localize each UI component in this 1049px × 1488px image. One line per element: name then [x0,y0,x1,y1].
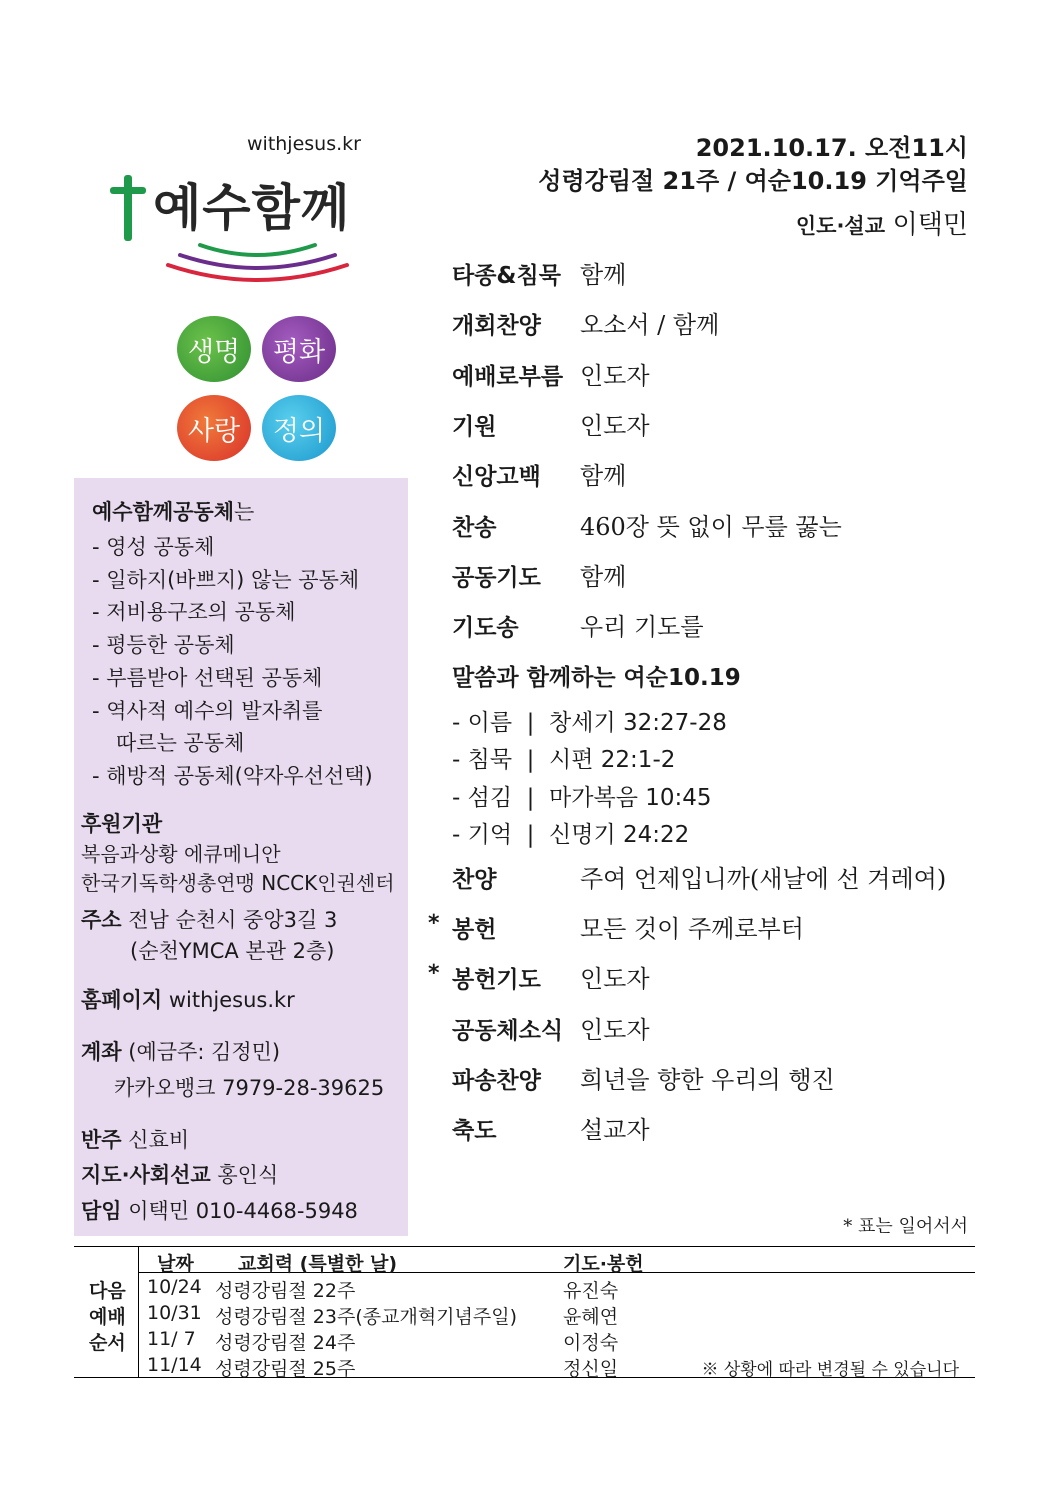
logo-title: 예수함께 [153,179,351,237]
table-header-prayer: 기도·봉헌 [563,1253,644,1275]
cross-icon [108,173,148,243]
order-label: 타종&침묵 [452,263,561,289]
order-label: 신앙고백 [452,464,541,490]
community-item: - 해방적 공동체(약자우선선택) [92,764,373,788]
preacher: 인도·설교 이택민 [795,210,968,240]
next-service-label: 순서 [89,1332,126,1354]
order-label: 축도 [452,1118,497,1144]
order-label: 공동기도 [452,565,541,591]
order-value: 함께 [580,261,627,289]
community-item: 따르는 공동체 [116,731,245,755]
rainbow-arcs-icon [165,237,350,287]
service-occasion: 성령강림절 21주 / 여순10.19 기억주일 [538,167,968,195]
table-cell-date: 11/14 [147,1354,202,1376]
order-label: 예배로부름 [452,364,564,390]
table-divider [138,1246,139,1377]
order-label: 파송찬양 [452,1068,541,1094]
reading-item: - 침묵 | 시편 22:1-2 [452,747,676,773]
order-value: 오소서 / 함께 [580,311,720,339]
community-item: - 일하지(바쁘지) 않는 공동체 [92,568,360,592]
sponsor-line: 복음과상황 에큐메니안 [81,842,281,866]
sponsor-label: 후원기관 [81,812,163,836]
order-value: 함께 [580,462,627,490]
value-circle-peace: 평화 [262,316,336,382]
staff-pastor: 담임 이택민 010-4468-5948 [81,1199,358,1223]
order-label: 기원 [452,414,497,440]
community-item: - 역사적 예수의 발자취를 [92,699,323,723]
account-number: 카카오뱅크 7979-28-39625 [114,1076,385,1100]
table-header-date: 날짜 [157,1253,194,1275]
order-value: 희년을 향한 우리의 행진 [580,1066,835,1094]
table-header-calendar: 교회력 (특별한 날) [238,1253,398,1275]
standing-note: * 표는 일어서서 [843,1216,968,1237]
table-cell-date: 10/24 [147,1276,202,1298]
reading-item: - 기억 | 신명기 24:22 [452,822,690,848]
community-item: - 저비용구조의 공동체 [92,600,296,624]
table-top-rule [74,1246,975,1247]
table-cell-calendar: 성령강림절 22주 [215,1280,356,1302]
value-circle-justice: 정의 [262,395,336,461]
next-service-label: 다음 [89,1280,126,1302]
order-label: 개회찬양 [452,313,541,339]
table-cell-date: 10/31 [147,1302,202,1324]
order-label: 찬송 [452,515,497,541]
table-cell-prayer: 윤혜연 [563,1306,619,1328]
staff-accompanist: 반주 신효비 [81,1128,190,1152]
order-label: 봉헌 [452,917,497,943]
order-value: 모든 것이 주께로부터 [580,915,804,943]
address-line2: (순천YMCA 본관 2층) [130,939,335,963]
order-value: 인도자 [580,362,650,390]
table-cell-calendar: 성령강림절 25주 [215,1358,356,1380]
service-datetime: 2021.10.17. 오전11시 [695,134,968,162]
word-heading: 말씀과 함께하는 여순10.19 [452,665,741,691]
sponsor-line: 한국기독학생총연맹 NCCK인권센터 [81,871,395,895]
order-value: 인도자 [580,965,650,993]
order-value: 함께 [580,563,627,591]
order-label: 찬양 [452,867,497,893]
schedule-note: ※ 상황에 따라 변경될 수 있습니다 [701,1360,959,1380]
order-value: 인도자 [580,412,650,440]
order-label: 봉헌기도 [452,967,541,993]
community-heading: 예수함께공동체는 [92,500,255,524]
value-circle-life: 생명 [177,316,251,382]
site-url: withjesus.kr [247,133,361,155]
reading-item: - 섬김 | 마가복음 10:45 [452,785,712,811]
homepage: 홈페이지 withjesus.kr [81,988,295,1012]
standing-marker: * [428,961,440,986]
table-cell-prayer: 정신일 [563,1358,619,1380]
order-value: 주여 언제입니까(새날에 선 겨레여) [580,865,947,893]
order-label: 공동체소식 [452,1018,564,1044]
order-value: 460장 뜻 없이 무릎 꿇는 [580,513,842,541]
table-cell-prayer: 유진숙 [563,1280,619,1302]
staff-social-mission: 지도·사회선교 홍인식 [81,1163,279,1187]
table-cell-calendar: 성령강림절 23주(종교개혁기념주일) [215,1306,517,1328]
order-value: 설교자 [580,1116,650,1144]
reading-item: - 이름 | 창세기 32:27-28 [452,710,727,736]
community-item: - 평등한 공동체 [92,633,235,657]
value-circle-love: 사랑 [177,395,251,461]
table-cell-date: 11/ 7 [147,1328,196,1350]
community-item: - 부름받아 선택된 공동체 [92,666,323,690]
order-value: 우리 기도를 [580,613,704,641]
table-cell-calendar: 성령강림절 24주 [215,1332,356,1354]
community-item: - 영성 공동체 [92,535,215,559]
table-cell-prayer: 이정숙 [563,1332,619,1354]
address: 주소 전남 순천시 중앙3길 3 [81,908,338,932]
next-service-label: 예배 [89,1306,126,1328]
standing-marker: * [428,911,440,936]
account: 계좌 (예금주: 김정민) [81,1040,281,1064]
community-info-box [74,478,408,1236]
order-label: 기도송 [452,615,519,641]
order-value: 인도자 [580,1016,650,1044]
